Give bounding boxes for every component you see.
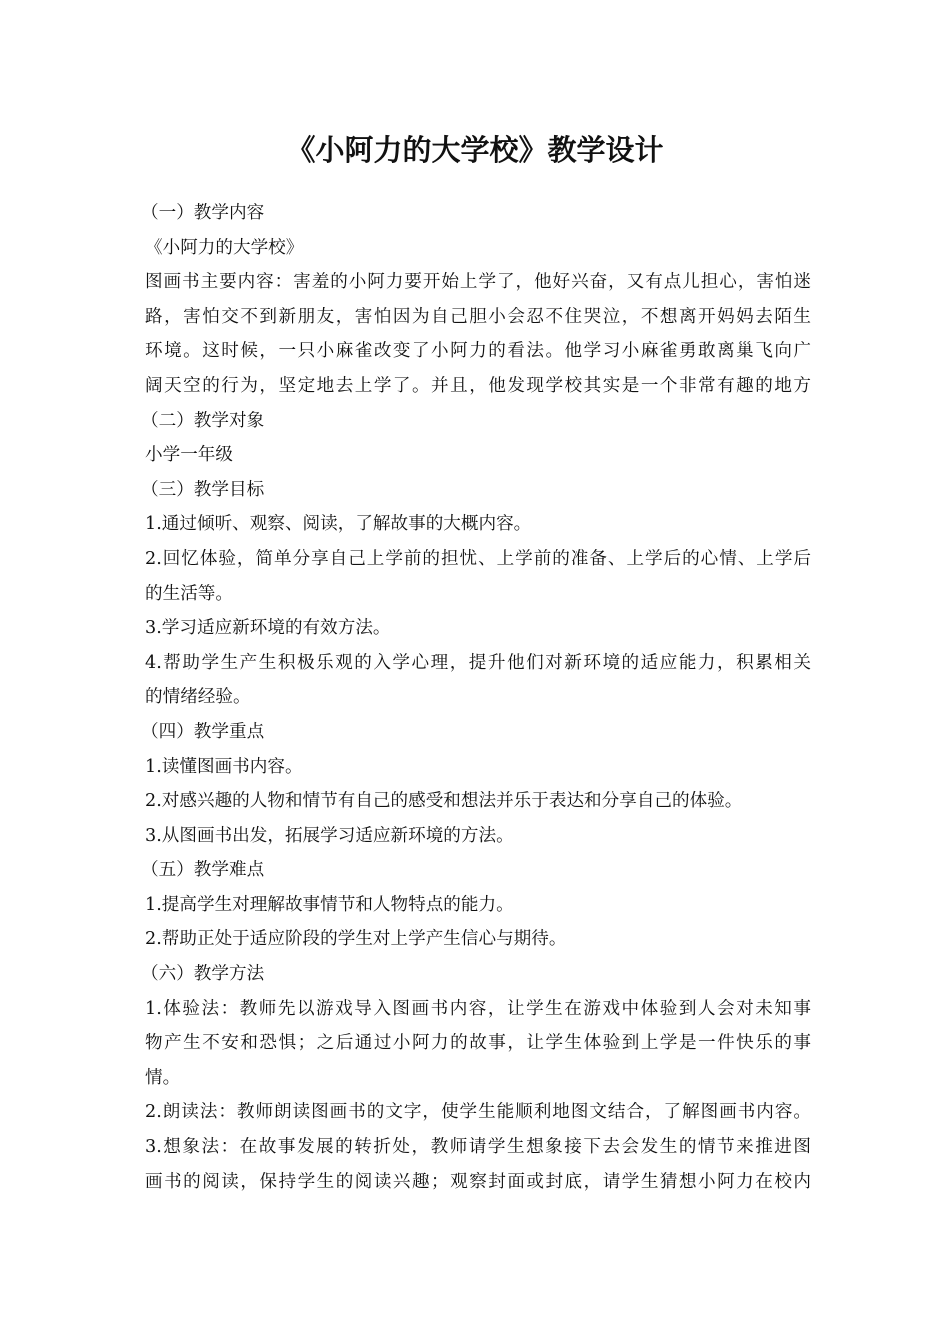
section-heading-content: （一）教学内容: [141, 203, 265, 223]
list-item-continuation: 画书的阅读，保持学生的阅读兴趣；观察封面或封底，请学生猜想小阿力在校内: [145, 1171, 811, 1192]
list-item: 1.体验法：教师先以游戏导入图画书内容，让学生在游戏中体验到人会对未知事: [145, 998, 811, 1019]
paragraph-line: 图画书主要内容：害羞的小阿力要开始上学了，他好兴奋，又有点儿担心，害怕迷: [145, 272, 811, 293]
list-item: 3.学习适应新环境的有效方法。: [145, 618, 391, 639]
document-title: 《小阿力的大学校》教学设计: [286, 133, 664, 167]
list-item: 1.读懂图画书内容。: [145, 756, 303, 777]
section-heading-key-points: （四）教学重点: [141, 721, 265, 742]
list-item: 2.对感兴趣的人物和情节有自己的感受和想法并乐于表达和分享自己的体验。: [145, 791, 743, 812]
section-heading-audience: （二）教学对象: [141, 410, 265, 431]
paragraph-line: 路，害怕交不到新朋友，害怕因为自己胆小会忍不住哭泣，不想离开妈妈去陌生: [145, 306, 811, 327]
paragraph-line: 阔天空的行为，坚定地去上学了。并且，他发现学校其实是一个非常有趣的地方: [145, 375, 811, 396]
list-item-continuation: 的情绪经验。: [145, 687, 251, 708]
section-heading-difficulties: （五）教学难点: [141, 860, 265, 881]
paragraph-line: 《小阿力的大学校》: [145, 237, 304, 258]
list-item-continuation: 物产生不安和恐惧；之后通过小阿力的故事，让学生体验到上学是一件快乐的事: [145, 1033, 811, 1054]
section-heading-methods: （六）教学方法: [141, 964, 265, 985]
list-item: 1.提高学生对理解故事情节和人物特点的能力。: [145, 894, 514, 915]
paragraph-line: 小学一年级: [145, 445, 233, 466]
list-item: 3.想象法：在故事发展的转折处，教师请学生想象接下去会发生的情节来推进图: [145, 1137, 811, 1158]
list-item: 4.帮助学生产生积极乐观的入学心理，提升他们对新环境的适应能力，积累相关: [145, 652, 811, 673]
list-item: 2.回忆体验，简单分享自己上学前的担忧、上学前的准备、上学后的心情、上学后: [145, 548, 811, 569]
paragraph-line: 环境。这时候，一只小麻雀改变了小阿力的看法。他学习小麻雀勇敢离巢飞向广: [145, 341, 811, 362]
document-body: [141, 196, 811, 1199]
list-item: 1.通过倾听、观察、阅读，了解故事的大概内容。: [145, 514, 532, 535]
list-item-continuation: 的生活等。: [145, 583, 233, 604]
list-item: 2.朗读法：教师朗读图画书的文字，使学生能顺利地图文结合，了解图画书内容。: [145, 1102, 811, 1123]
list-item-continuation: 情。: [145, 1067, 181, 1088]
section-heading-goals: （三）教学目标: [141, 479, 265, 500]
list-item: 3.从图画书出发，拓展学习适应新环境的方法。: [145, 825, 514, 846]
list-item: 2.帮助正处于适应阶段的学生对上学产生信心与期待。: [145, 929, 567, 950]
